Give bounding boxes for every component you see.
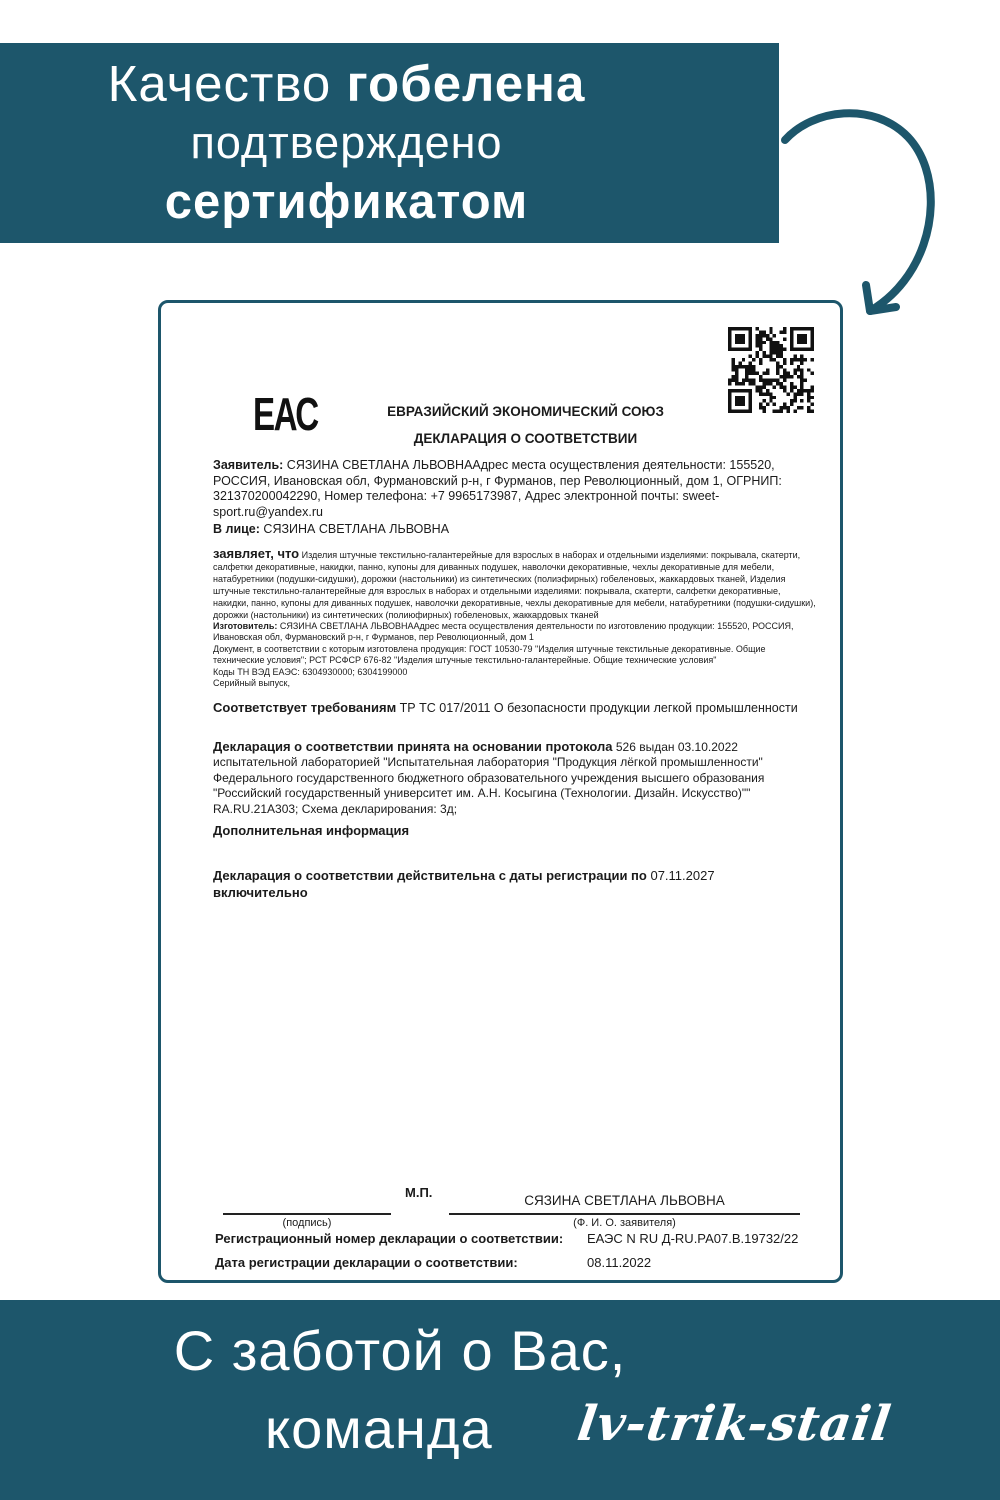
applicant-text: СЯЗИНА СВЕТЛАНА ЛЬВОВНААдрес места осуществления деятельности: 155520, РОССИЯ, Ивановская обл, Фурмановский р-н, г Фурманов, пер Революционный, дом 1, ОГРНИП: 321370200042290, Номер телефона: +7 9965173987, Адрес электронной почты: sweet-sport.ru@yandex.ru (213, 458, 782, 519)
brand-signature: lv-trik-stail (574, 1396, 895, 1452)
validity-paragraph (213, 867, 817, 901)
validity-date: 07.11.2027 (650, 867, 715, 883)
validity-suffix: включительно (213, 884, 308, 900)
manufacturer-label: Изготовитель: (213, 620, 278, 631)
complies-text: ТР ТС 017/2011 О безопасности продукции легкой промышленности (399, 700, 798, 715)
top-banner (0, 43, 779, 243)
signature-line (223, 1213, 391, 1215)
in-person-paragraph (213, 522, 817, 538)
stamp-placeholder: М.П. (405, 1185, 433, 1200)
registration-number-value: ЕАЭС N RU Д-RU.РА07.В.19732/22 (587, 1231, 799, 1246)
applicant-label: Заявитель: (213, 458, 284, 472)
in-person-label: В лице: (213, 522, 260, 536)
document-body (213, 458, 817, 901)
serial-release: Серийный выпуск, (213, 678, 290, 688)
standards-paragraph: Документ, в соответствии с которым изготовлена продукция: ГОСТ 10530-79 "Изделия штучные текстильные декоративные. Общие технические условия"; РСТ РСФСР 676-82 "Изделия штучные текстильно-галантерейные. Общие технические условия" (213, 643, 766, 665)
curved-arrow-icon (758, 95, 963, 335)
registration-number-label: Регистрационный номер декларации о соответствии: (215, 1231, 564, 1246)
eac-logo: ЕАС (253, 388, 318, 440)
certificate-document (158, 300, 843, 1283)
name-caption: (Ф. И. О. заявителя) (573, 1217, 676, 1229)
additional-info-label: Дополнительная информация (213, 823, 410, 838)
declares-label: заявляет, что (213, 545, 300, 561)
signatory-name: СЯЗИНА СВЕТЛАНА ЛЬВОВНА (524, 1193, 725, 1208)
qr-code-icon (727, 327, 815, 413)
banner-line-2: подтверждено (190, 117, 503, 168)
applicant-paragraph (213, 458, 817, 520)
banner-line-1 (108, 54, 586, 114)
registration-date-label: Дата регистрации декларации о соответствии: (215, 1255, 518, 1270)
basis-label: Декларация о соответствии принята на основании протокола (213, 738, 613, 754)
footer-line-1: С заботой о Вас, (173, 1319, 627, 1382)
in-person-text: СЯЗИНА СВЕТЛАНА ЛЬВОВНА (263, 522, 450, 536)
document-title-declaration: ДЕКЛАРАЦИЯ О СООТВЕТСТВИИ (413, 431, 638, 446)
tnved-codes: Коды ТН ВЭД ЕАЭС: 6304930000; 6304199000 (213, 666, 408, 677)
footer-line-2: команда (265, 1397, 493, 1460)
complies-label: Соответствует требованиям (213, 699, 397, 715)
validity-label: Декларация о соответствии действительна с даты регистрации по (213, 867, 647, 883)
manufacturer-text: СЯЗИНА СВЕТЛАНА ЛЬВОВНААдрес места осуществления деятельности по изготовлению продукции: 155520, РОССИЯ, Ивановская обл, Фурмановский р-н, г Фурманов, пер Революционный, дом 1 (213, 620, 794, 642)
bottom-banner (0, 1300, 1000, 1500)
document-title-union: ЕВРАЗИЙСКИЙ ЭКОНОМИЧЕСКИЙ СОЮЗ (387, 404, 664, 419)
signature-caption: (подпись) (282, 1217, 332, 1229)
declares-text: Изделия штучные текстильно-галантерейные для взрослых в наборах и отдельными изделиями: покрывала, скатерти, салфетки декоративные, накидки, панно, купоны для диванных подушек, наволочки декоративные, чехлы декоративные для мебели, натабуретники (подушки-сидушки), дорожки (настольники) из синтетических (полиэфирных) гобеленовых, жаккардовых тканей, Изделия штучные текстильно-галантерейные для взрослых в наборах и отдельными изделиями: покрывала, скатерти, салфетки декоративные, накидки, панно, купоны для диванных подушек, наволочки декоративные, чехлы декоративные для мебели, натабуретники (подушки-сидушки), дорожки (настольники) из синтетических (полиюфирных) гобеленовых, жаккардовых тканей (213, 549, 816, 620)
registration-date-value: 08.11.2022 (587, 1255, 652, 1270)
basis-paragraph (213, 739, 817, 818)
manufacturer-paragraph (213, 621, 817, 644)
basis-text: 526 выдан 03.10.2022 испытательной лабораторией "Испытательная лаборатория "Продукция лёгкой промышленности" Федерального государственного бюджетного образовательного учреждения высшего образования "Российский государственный университет им. А.Н. Косыгина (Технологии. Дизайн. Искусство)"" RA.RU.21А303; Схема декларирования: 3д; (213, 739, 765, 816)
declares-paragraph (213, 545, 817, 621)
name-line (449, 1213, 800, 1215)
banner-word-quality: Качество (107, 55, 332, 112)
banner-line-3: сертификатом (164, 175, 529, 229)
banner-word-tapestry: гобелена (346, 55, 586, 112)
complies-paragraph (213, 699, 817, 717)
